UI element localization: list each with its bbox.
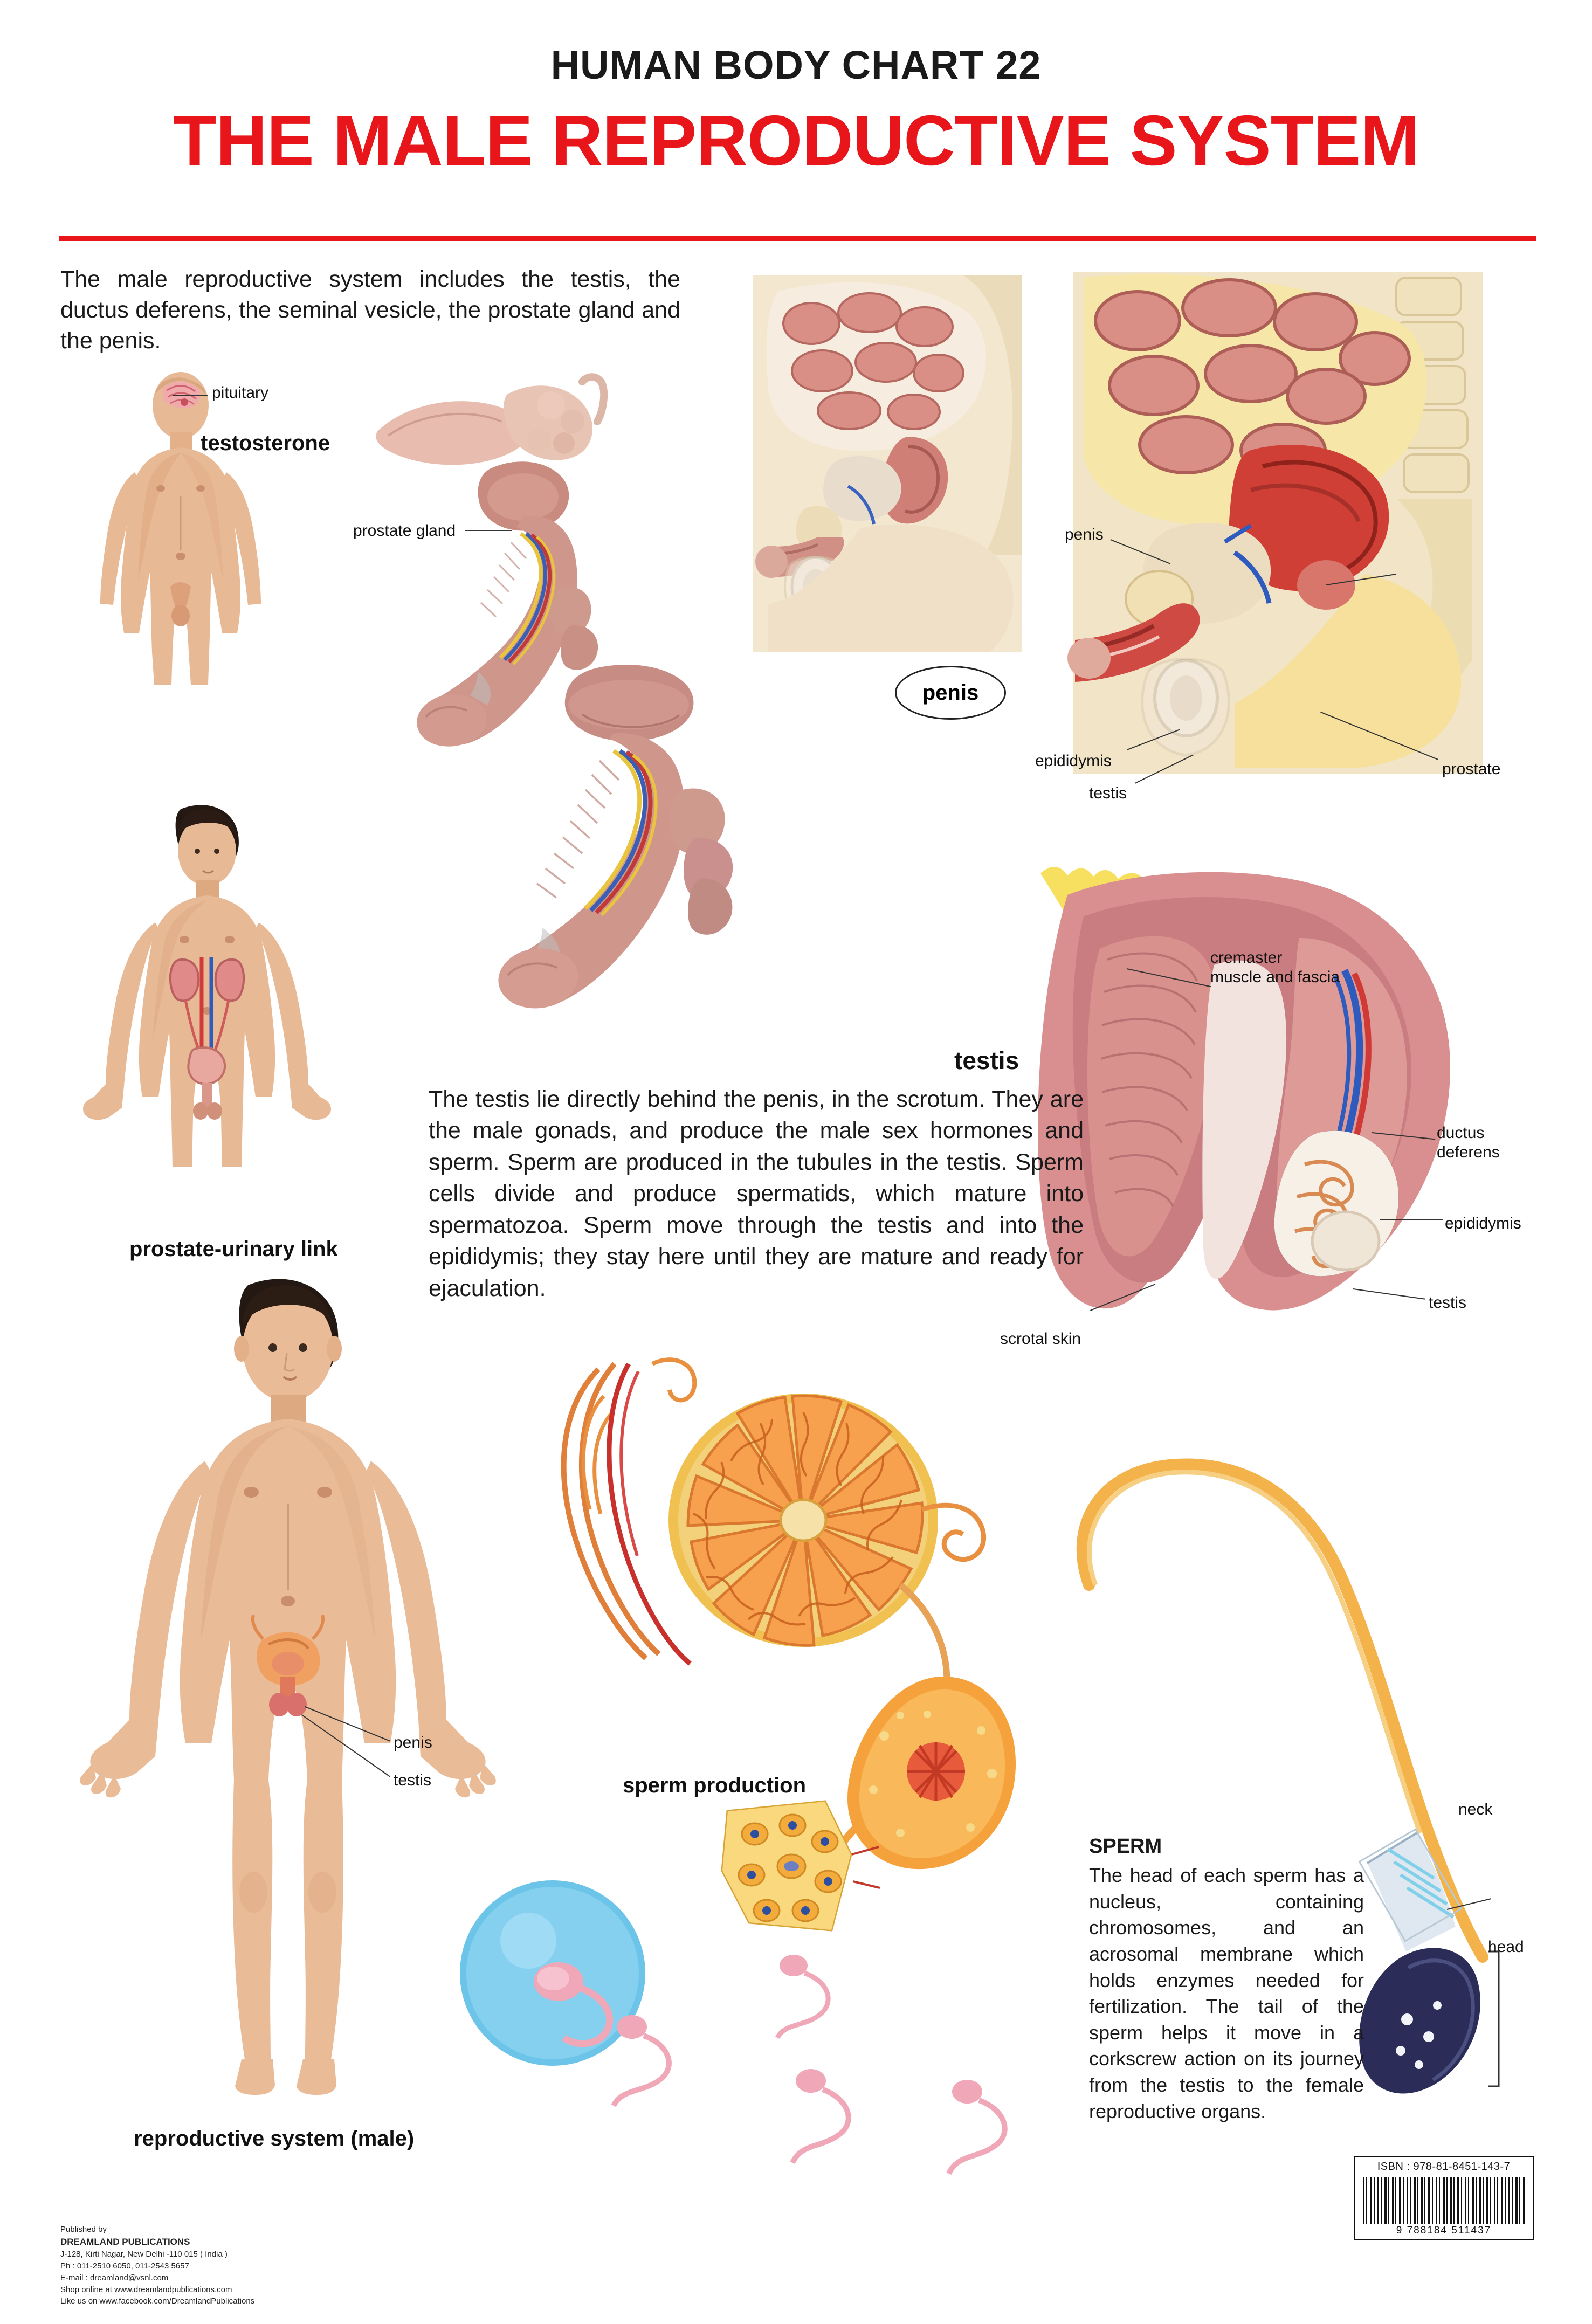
figure-free-sperm-4	[938, 2075, 1062, 2183]
chart-header	[0, 0, 1592, 181]
label-ductus-line2: deferens	[1437, 1143, 1500, 1161]
figure-tissue-wedge	[717, 1795, 879, 1946]
isbn-text: ISBN : 978-81-8451-143-7	[1377, 2161, 1511, 2173]
label-testis-sagittal: testis	[1089, 784, 1127, 802]
figure-free-sperm-2	[604, 2011, 722, 2113]
caption-sperm-production: sperm production	[623, 1774, 807, 1797]
leader-epididymis-scrotum	[1380, 1219, 1443, 1220]
figure-sagittal-pelvis-small	[747, 275, 1027, 685]
testis-paragraph: The testis lie directly behind the penis, in the scrotum. They are the male gonads, and produce the male sex hormones and sperm. Sperm are produced in the tubules in the testis. Sperm cells divide and produce spermatids, which mature into spermatozoa. Sperm move through the testis and into the epididymis; they stay here until they are mature and ready for ejaculation.	[429, 1086, 1084, 1301]
leader-prostate-gland	[465, 530, 512, 531]
label-epididymis-sagittal: epididymis	[1035, 752, 1112, 770]
publisher-name: DREAMLAND PUBLICATIONS	[60, 2236, 190, 2247]
label-testis-body: testis	[394, 1771, 432, 1789]
label-prostate-sagittal: prostate	[1442, 760, 1501, 778]
figure-testosterone-torso	[70, 372, 297, 749]
label-ductus-line1: ductus	[1437, 1124, 1485, 1142]
label-testosterone: testosterone	[201, 431, 330, 455]
figure-prostate-urinary-link	[70, 795, 350, 1221]
publisher-website: Shop online at www.dreamlandpublications.com	[60, 2285, 232, 2294]
publisher-facebook: Like us on www.facebook.com/DreamlandPublications	[60, 2297, 255, 2306]
barcode-image	[1363, 2177, 1525, 2224]
label-head: head	[1488, 1938, 1524, 1956]
isbn-block	[1354, 2156, 1534, 2240]
label-cremaster-line1: cremaster	[1210, 949, 1283, 967]
caption-reproductive-system-male: reproductive system (male)	[134, 2127, 415, 2150]
intro-paragraph: The male reproductive system includes the testis, the ductus deferens, the seminal vesicle, the prostate gland and the penis.	[60, 266, 680, 354]
figure-scrotum-cross-section	[1019, 841, 1488, 1342]
published-by: Published by	[60, 2225, 107, 2234]
sperm-heading: SPERM	[1089, 1835, 1162, 1858]
chart-kicker: HUMAN BODY CHART 22	[550, 43, 1042, 87]
label-epididymis-scrotum: epididymis	[1445, 1215, 1521, 1232]
caption-prostate-urinary-link: prostate-urinary link	[129, 1237, 338, 1261]
label-scrotal-skin: scrotal skin	[1000, 1330, 1081, 1348]
label-penis-body: penis	[394, 1734, 432, 1751]
figure-penis-detail-lower	[447, 655, 782, 1022]
figure-free-sperm-1	[771, 1951, 879, 2049]
label-cremaster-line2: muscle and fascia	[1210, 968, 1340, 986]
publisher-phone: Ph : 011-2510 6050, 011-2543 5657	[60, 2261, 189, 2271]
label-neck: neck	[1458, 1801, 1493, 1818]
sperm-description	[1089, 1833, 1364, 2125]
figure-reproductive-system-male	[70, 1267, 512, 2129]
testis-heading: testis	[954, 1046, 1019, 1074]
label-penis-sagittal: penis	[1065, 526, 1104, 543]
sperm-paragraph: The head of each sperm has a nucleus, containing chromosomes, and an acrosomal membrane which holds enzymes needed for fertilization. The tail of the sperm helps it move in a corkscrew action on its journey from the testis to the female reproductive organs.	[1089, 1864, 1364, 2122]
figure-sagittal-pelvis-large	[1073, 272, 1483, 790]
leader-pituitary	[173, 395, 208, 396]
title-divider	[59, 236, 1536, 241]
label-testis-scrotum: testis	[1429, 1294, 1467, 1312]
publisher-block	[60, 2224, 341, 2307]
figure-free-sperm-3	[782, 2065, 906, 2173]
barcode-number: 9 788184 511437	[1396, 2225, 1492, 2236]
label-penis-callout: penis	[895, 666, 1006, 720]
publisher-address: J-128, Kirti Nagar, New Delhi -110 015 ( India )	[60, 2250, 228, 2259]
page-title: THE MALE REPRODUCTIVE SYSTEM	[173, 101, 1419, 180]
label-pituitary: pituitary	[212, 384, 269, 402]
label-prostate-gland: prostate gland	[353, 522, 456, 540]
publisher-email: E-mail : dreamland@vsnl.com	[60, 2273, 169, 2282]
